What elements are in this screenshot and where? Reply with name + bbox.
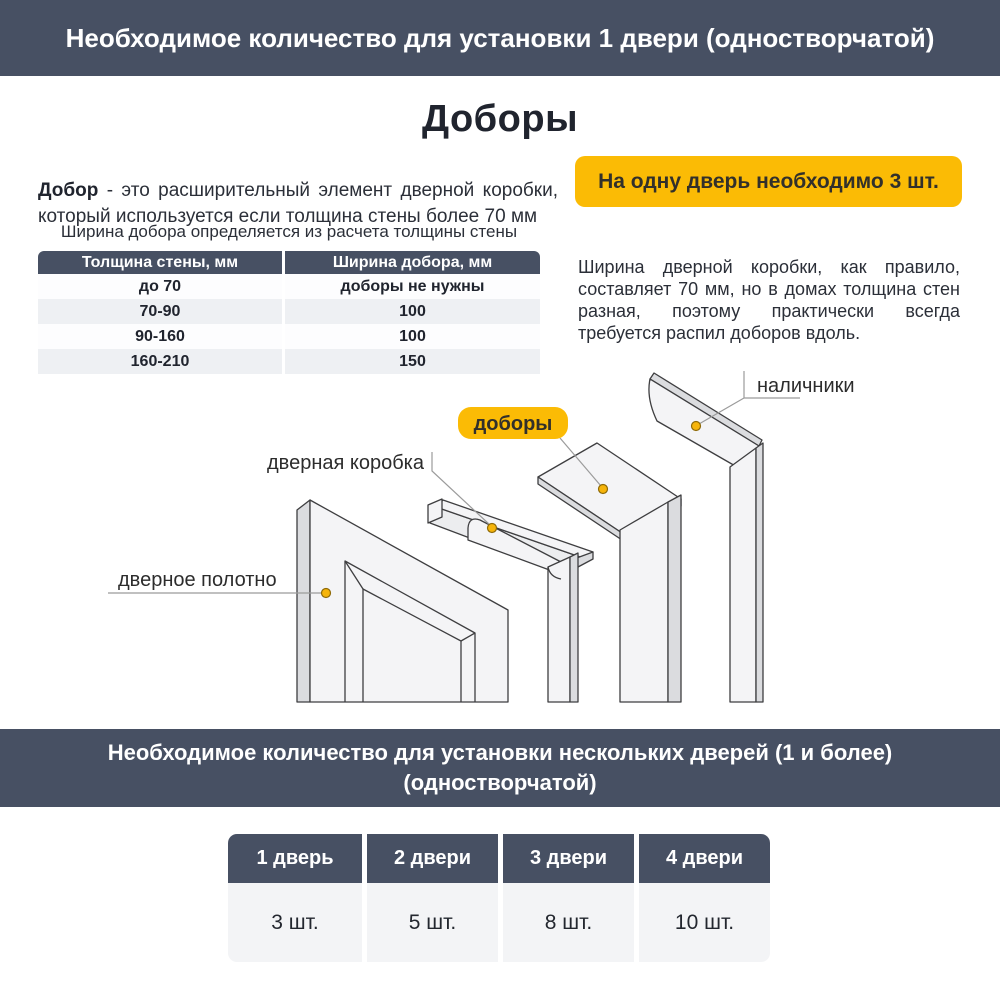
door-exploded-diagram <box>80 366 880 710</box>
wall-thickness-table <box>38 251 540 374</box>
table-cell: 160-210 <box>38 349 282 374</box>
qty-header: 1 дверь <box>228 834 362 883</box>
qty-value: 5 шт. <box>367 883 498 962</box>
table-cell: 100 <box>285 324 540 349</box>
intro-rest: - это расширительный элемент дверной коробки, который используется если толщина стены более 70 мм <box>38 180 558 227</box>
qty-column <box>228 834 362 962</box>
wall-table-caption: Ширина добора определяется из расчета толщины стены <box>60 222 518 241</box>
qty-value: 3 шт. <box>228 883 362 962</box>
table-cell: 100 <box>285 299 540 324</box>
intro-term: Добор <box>38 180 99 201</box>
bottom-banner <box>0 729 1000 807</box>
callout-dot <box>322 589 331 598</box>
table-cell: 70-90 <box>38 299 282 324</box>
table-cell: 150 <box>285 349 540 374</box>
label-nalichniki-text: наличники <box>757 375 855 397</box>
qty-column <box>639 834 770 962</box>
top-banner <box>0 0 1000 76</box>
label-dobory-text: доборы <box>473 413 553 435</box>
label-polotno-text: дверное полотно <box>118 569 277 591</box>
table-cell: 90-160 <box>38 324 282 349</box>
qty-header: 3 двери <box>503 834 634 883</box>
qty-header: 4 двери <box>639 834 770 883</box>
table-row <box>38 324 540 349</box>
qty-header: 2 двери <box>367 834 498 883</box>
table-cell: до 70 <box>38 274 282 299</box>
qty-value: 10 шт. <box>639 883 770 962</box>
callout-dot <box>692 422 701 431</box>
doors-quantity-table <box>228 834 770 962</box>
table-row <box>38 299 540 324</box>
bottom-banner-line1: Необходимое количество для установки нескольких дверей (1 и более) <box>107 740 893 765</box>
note-paragraph: Ширина дверной коробки, как правило, составляет 70 мм, но в домах толщина стен разная, поэтому практически всегда требуется распил доборов вдоль. <box>578 257 960 343</box>
qty-value: 8 шт. <box>503 883 634 962</box>
qty-column <box>367 834 498 962</box>
callout-dot <box>599 485 608 494</box>
qty-column <box>503 834 634 962</box>
table-cell: доборы не нужны <box>285 274 540 299</box>
bottom-banner-line2: (одностворчатой) <box>403 770 597 795</box>
per-door-qty-badge: На одну дверь необходимо 3 шт. <box>575 156 962 207</box>
page-title: Доборы <box>421 98 579 140</box>
top-banner-text: Необходимое количество для установки 1 двери (одностворчатой) <box>65 22 935 53</box>
wall-table-header-row <box>38 251 540 274</box>
wall-table-header-thickness: Толщина стены, мм <box>38 251 282 274</box>
label-korobka-text: дверная коробка <box>267 452 424 474</box>
wall-table-header-width: Ширина добора, мм <box>285 251 540 274</box>
callout-dot <box>488 524 497 533</box>
table-row <box>38 274 540 299</box>
